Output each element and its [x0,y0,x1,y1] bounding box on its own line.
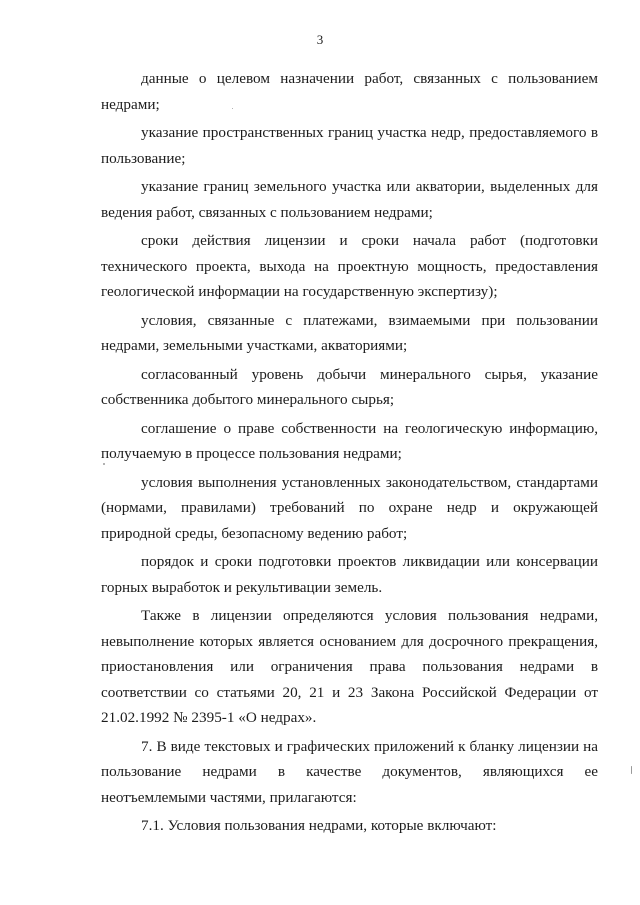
scan-speck [631,766,632,774]
paragraph-section-7: 7. В виде текстовых и графических приложений к бланку лицензии на пользование недрами в качестве документов, являющихся ее неотъемлемыми частями, прилагаются: [101,737,598,806]
scan-speck [232,108,233,109]
paragraph-payments: условия, связанные с платежами, взимаемыми при пользовании недрами, земельными участками, акваториями; [101,311,598,354]
page-number: 3 [316,32,324,47]
document-body [101,66,598,842]
paragraph-spatial-boundaries: указание пространственных границ участка недр, предоставляемого в пользование; [101,124,598,167]
paragraph-termination-conditions: Также в лицензии определяются условия пользования недрами, невыполнение которых является основанием для досрочного прекращения, приостановления или ограничения права пользования недрами в соответствии со статьями 20, 21 и 23 Закона Российской Федерации от 21.02.1992 № 2395-1 «О недрах». [101,607,598,726]
paragraph-environment: условия выполнения установленных законодательством, стандартами (нормами, правилами) требований по охране недр и окружающей природной среды, безопасному ведению работ; [101,473,598,542]
paragraph-production-level: согласованный уровень добычи минерального сырья, указание собственника добытого минерального сырья; [101,365,598,408]
paragraph-section-7-1: 7.1. Условия пользования недрами, которые включают: [141,817,497,834]
paragraph-license-terms: сроки действия лицензии и сроки начала работ (подготовки технического проекта, выхода на проектную мощность, предоставления геологической информации на государственную экспертизу); [101,232,598,300]
paragraph-liquidation: порядок и сроки подготовки проектов ликвидации или консервации горных выработок и рекультивации земель. [101,553,598,596]
paragraph-land-boundaries: указание границ земельного участка или акватории, выделенных для ведения работ, связанных с пользованием недрами; [101,178,598,221]
paragraph-geological-info: соглашение о праве собственности на геологическую информацию, получаемую в процессе пользования недрами; [101,419,598,462]
paragraph-purpose: данные о целевом назначении работ, связанных с пользованием недрами; [101,70,598,113]
scan-speck [103,463,105,465]
